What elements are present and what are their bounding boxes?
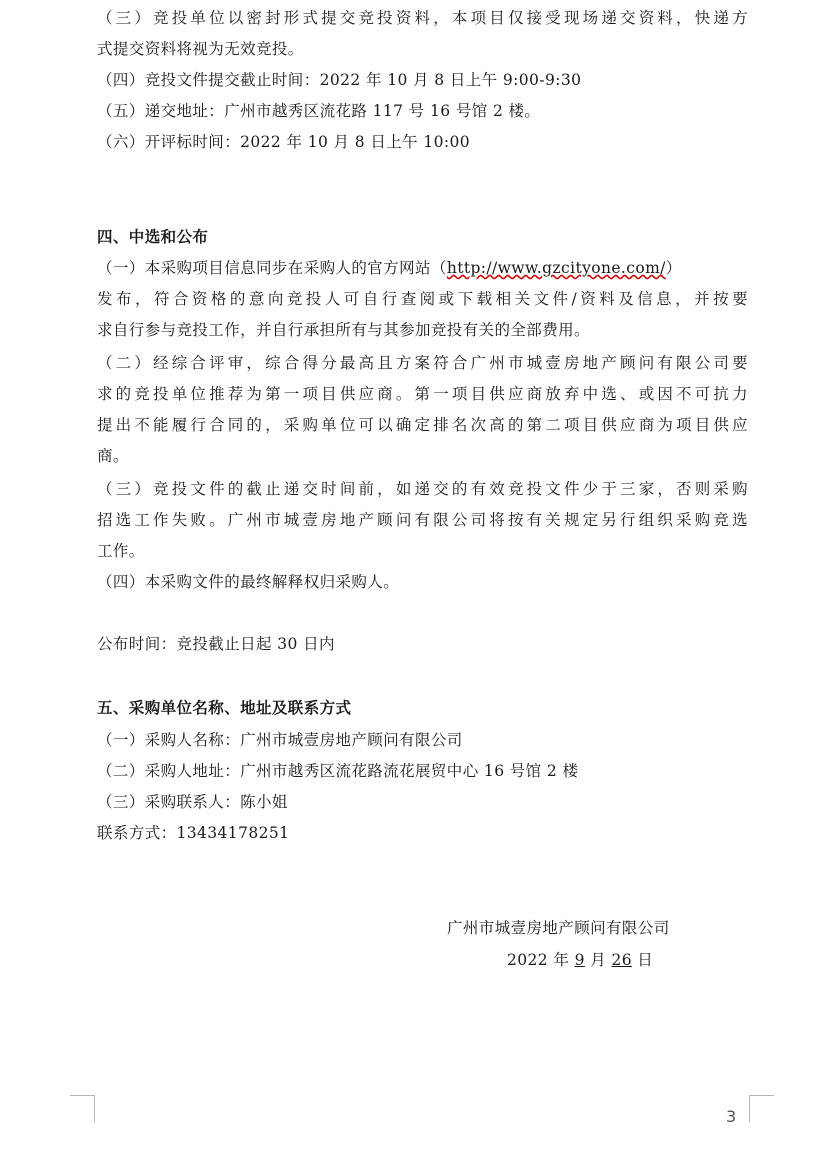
date-day-unit: 日 <box>631 951 654 969</box>
paragraph-line: （三）竞投单位以密封形式提交竞投资料，本项目仅接受现场递交资料，快递方 <box>97 9 748 27</box>
section-heading: 四、中选和公布 <box>97 228 209 246</box>
paragraph-line: 求的竞投单位推荐为第一项目供应商。第一项目供应商放弃中选、或因不可抗力 <box>97 385 748 403</box>
publish-time: 公布时间：竞投截止日起 30 日内 <box>97 635 335 653</box>
website-link[interactable]: http://www.gzcityone.com/ <box>446 259 666 277</box>
paragraph-text: ） <box>665 259 682 277</box>
paragraph-line: 工作。 <box>97 542 145 560</box>
list-item: （二）采购人地址：广州市越秀区流花路流花展贸中心 16 号馆 2 楼 <box>97 762 579 780</box>
page-number: 3 <box>726 1107 737 1126</box>
page-corner-mark-right <box>749 1095 774 1122</box>
list-item: （一）采购人名称：广州市城壹房地产顾问有限公司 <box>97 731 463 749</box>
section-heading: 五、采购单位名称、地址及联系方式 <box>97 699 352 717</box>
date-month: 9 <box>574 951 585 969</box>
date-month-unit: 月 <box>584 951 612 969</box>
list-item: （四）本采购文件的最终解释权归采购人。 <box>97 573 400 591</box>
date-year: 2022 年 <box>507 951 575 969</box>
list-item: （五）递交地址：广州市越秀区流花路 117 号 16 号馆 2 楼。 <box>97 102 541 120</box>
list-item: （六）开评标时间：2022 年 10 月 8 日上午 10:00 <box>97 133 471 151</box>
list-item: （四）竞投文件提交截止时间：2022 年 10 月 8 日上午 9:00-9:30 <box>97 71 582 89</box>
list-item: （三）采购联系人：陈小姐 <box>97 793 288 811</box>
paragraph-line: 式提交资料将视为无效竞投。 <box>97 40 304 58</box>
paragraph-text: （一）本采购项目信息同步在采购人的官方网站（ <box>97 259 447 277</box>
signature-company: 广州市城壹房地产顾问有限公司 <box>447 919 670 937</box>
paragraph-line: 提出不能履行合同的，采购单位可以确定排名次高的第二项目供应商为项目供应 <box>97 416 748 434</box>
paragraph-line: 招选工作失败。广州市城壹房地产顾问有限公司将按有关规定另行组织采购竞选 <box>97 511 748 529</box>
contact-line: 联系方式：13434178251 <box>97 824 290 842</box>
page-corner-mark-left <box>70 1095 95 1122</box>
paragraph-line: （三）竞投文件的截止递交时间前，如递交的有效竞投文件少于三家，否则采购 <box>97 480 748 498</box>
date-day: 26 <box>611 951 632 969</box>
paragraph-line: 求自行参与竞投工作，并自行承担所有与其参加竞投有关的全部费用。 <box>97 321 590 339</box>
paragraph-line: 发布，符合资格的意向竞投人可自行查阅或下载相关文件/资料及信息，并按要 <box>97 290 748 308</box>
paragraph-line: 商。 <box>97 447 129 465</box>
paragraph-line <box>97 258 748 278</box>
paragraph-line: （二）经综合评审，综合得分最高且方案符合广州市城壹房地产顾问有限公司要 <box>97 354 748 372</box>
signature-date <box>507 950 653 970</box>
